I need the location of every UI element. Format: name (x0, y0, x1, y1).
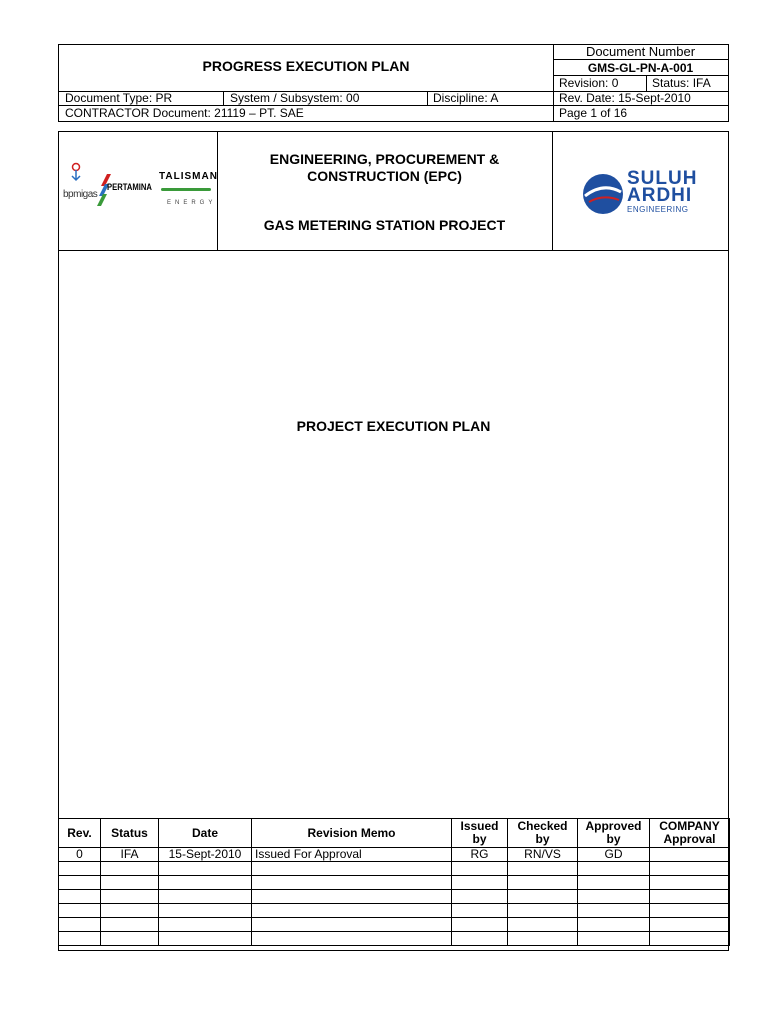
cell-memo (252, 876, 452, 890)
cell-company (650, 862, 730, 876)
col-rev: Rev. (59, 819, 101, 848)
cell-issued (452, 890, 508, 904)
cell-checked: RN/VS (508, 848, 578, 862)
energy-label: ENERGY (167, 200, 217, 206)
cell-approved (578, 932, 650, 946)
cell-memo (252, 932, 452, 946)
cell-company (650, 932, 730, 946)
cell-rev (59, 862, 101, 876)
epc-line-2: CONSTRUCTION (EPC) (307, 168, 462, 184)
discipline-field: Discipline: A (433, 91, 499, 105)
table-row (59, 932, 730, 946)
cell-status (101, 876, 159, 890)
cell-company (650, 918, 730, 932)
cell-memo (252, 918, 452, 932)
cell-date (159, 862, 252, 876)
globe-icon (581, 172, 625, 216)
suluh-label: SULUH (627, 168, 698, 189)
bpmigas-label: bpmigas (63, 189, 98, 200)
cell-status (101, 918, 159, 932)
pertamina-label: PERTAMINA (107, 182, 152, 192)
cell-company (650, 848, 730, 862)
cell-company (650, 890, 730, 904)
cell-status: IFA (101, 848, 159, 862)
cell-approved (578, 876, 650, 890)
col-approved-by: Approved by (578, 819, 650, 848)
cell-date (159, 932, 252, 946)
table-row (59, 890, 730, 904)
cell-company (650, 876, 730, 890)
cell-status (101, 904, 159, 918)
document-header (58, 44, 729, 122)
project-name: GAS METERING STATION PROJECT (263, 217, 506, 233)
cell-checked (508, 890, 578, 904)
table-row (59, 918, 730, 932)
cell-approved (578, 862, 650, 876)
ardhi-label: ARDHI (627, 185, 693, 206)
cell-status (101, 890, 159, 904)
cell-issued (452, 876, 508, 890)
cell-approved: GD (578, 848, 650, 862)
cell-company (650, 904, 730, 918)
table-row (59, 848, 730, 862)
col-checked-by: Checked by (508, 819, 578, 848)
cell-approved (578, 904, 650, 918)
cell-date (159, 904, 252, 918)
cell-issued (452, 862, 508, 876)
doc-number: GMS-GL-PN-A-001 (587, 61, 694, 75)
system-field: System / Subsystem: 00 (230, 91, 360, 105)
cell-status (101, 862, 159, 876)
table-row (59, 904, 730, 918)
project-banner (58, 131, 729, 251)
doc-number-label: Document Number (585, 44, 696, 59)
col-issued-by: Issued by (452, 819, 508, 848)
cell-date (159, 890, 252, 904)
cell-memo: Issued For Approval (252, 848, 452, 862)
cell-date (159, 876, 252, 890)
talisman-label: TALISMAN (159, 171, 218, 182)
page-field: Page 1 of 16 (559, 106, 628, 120)
cell-checked (508, 932, 578, 946)
cell-rev (59, 932, 101, 946)
cell-approved (578, 918, 650, 932)
col-company-approval: COMPANY Approval (650, 819, 730, 848)
suluh-ardhi-logo (581, 170, 721, 220)
revision-table-header (59, 819, 730, 848)
cell-checked (508, 904, 578, 918)
status-field: Status: IFA (652, 76, 711, 90)
cell-memo (252, 862, 452, 876)
cell-checked (508, 876, 578, 890)
cell-issued (452, 918, 508, 932)
cell-rev (59, 904, 101, 918)
revision-field: Revision: 0 (559, 76, 619, 90)
cell-status (101, 932, 159, 946)
cell-rev: 0 (59, 848, 101, 862)
engineering-label: ENGINEERING (627, 205, 689, 214)
cell-memo (252, 890, 452, 904)
talisman-swoosh-icon (161, 188, 211, 191)
col-revision-memo: Revision Memo (252, 819, 452, 848)
table-row (59, 876, 730, 890)
cell-approved (578, 890, 650, 904)
table-row (59, 862, 730, 876)
body-title: PROJECT EXECUTION PLAN (296, 418, 491, 434)
rev-date-field: Rev. Date: 15-Sept-2010 (559, 91, 691, 105)
cell-date: 15-Sept-2010 (159, 848, 252, 862)
cell-issued (452, 932, 508, 946)
cell-checked (508, 918, 578, 932)
epc-line-1: ENGINEERING, PROCUREMENT & (269, 151, 500, 167)
contractor-doc-field: CONTRACTOR Document: 21119 – PT. SAE (65, 106, 304, 120)
document-type-field: Document Type: PR (65, 91, 173, 105)
document-title: PROGRESS EXECUTION PLAN (202, 58, 410, 74)
revision-table (58, 818, 730, 946)
cell-rev (59, 890, 101, 904)
client-logos (63, 158, 218, 218)
cell-issued: RG (452, 848, 508, 862)
col-date: Date (159, 819, 252, 848)
cell-rev (59, 876, 101, 890)
col-status: Status (101, 819, 159, 848)
cell-issued (452, 904, 508, 918)
cell-date (159, 918, 252, 932)
cell-memo (252, 904, 452, 918)
cell-checked (508, 862, 578, 876)
cell-rev (59, 918, 101, 932)
